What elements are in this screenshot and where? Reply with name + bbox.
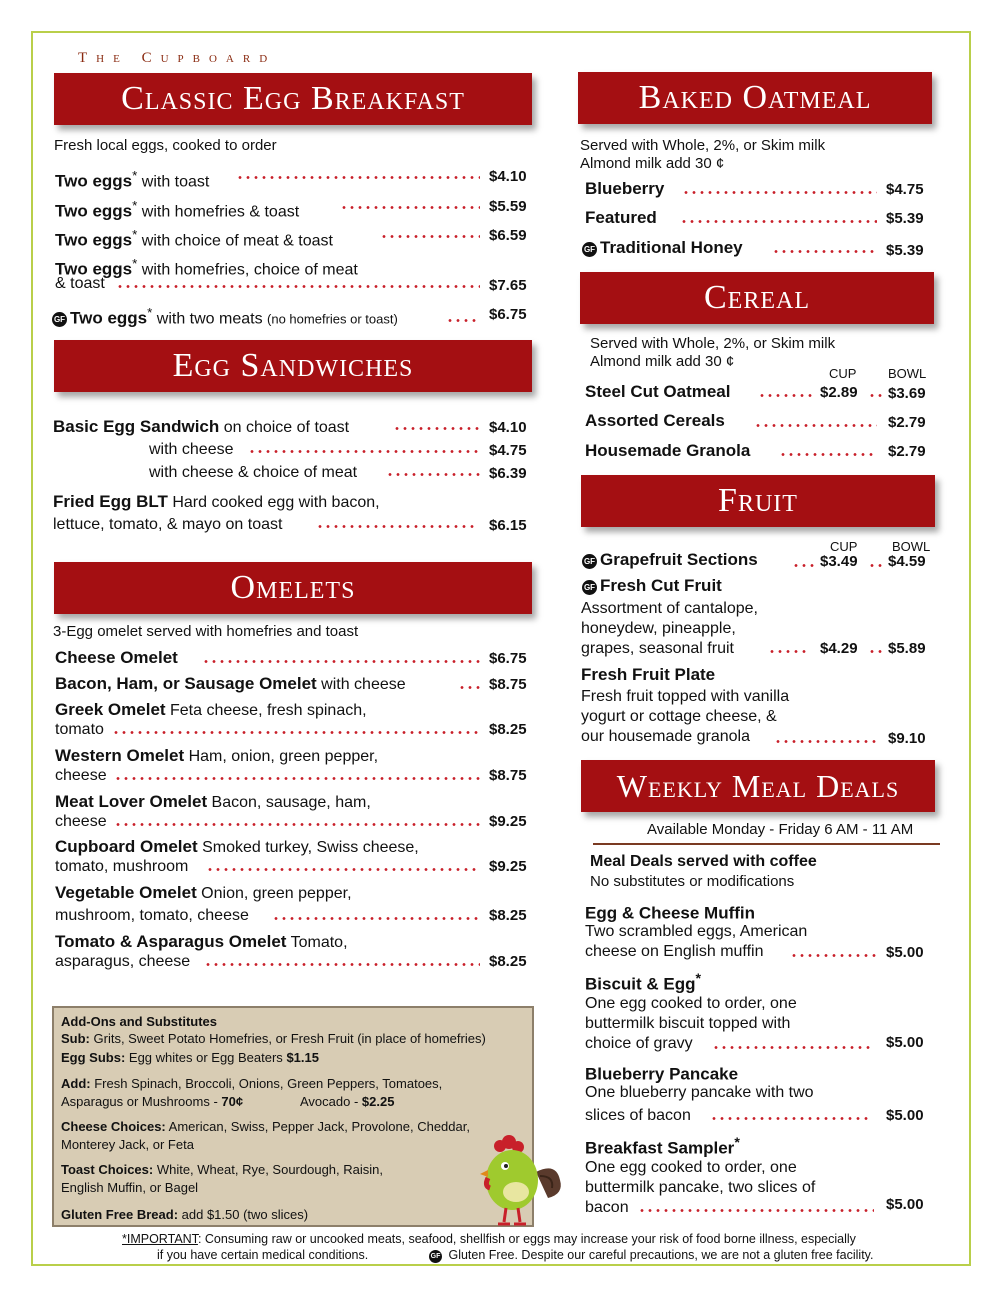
price: $8.25 — [489, 953, 527, 970]
price: $4.59 — [888, 553, 926, 570]
footer-disclaimer: *IMPORTANT: Consuming raw or uncooked meats, seafood, shellfish or eggs may increase your risk of food borne illness, especially — [122, 1232, 856, 1246]
price: $5.89 — [888, 640, 926, 657]
price: $5.00 — [886, 1196, 924, 1213]
gluten-free-icon: GF — [52, 312, 67, 327]
cereal-banner: Cereal — [580, 272, 934, 324]
price: $6.39 — [489, 465, 527, 482]
price: $2.89 — [820, 384, 858, 401]
price: $6.59 — [489, 227, 527, 244]
price: $5.00 — [886, 944, 924, 961]
price: $5.00 — [886, 1107, 924, 1124]
price: $7.65 — [489, 277, 527, 294]
price: $8.75 — [489, 676, 527, 693]
deals-divider — [593, 843, 940, 845]
price: $4.75 — [489, 442, 527, 459]
oatmeal-banner: Baked Oatmeal — [578, 72, 932, 124]
footer-conditions: if you have certain medical conditions. — [157, 1248, 369, 1262]
chicken-mascot-icon — [478, 1132, 568, 1232]
addons-title: Add-Ons and Substitutes — [61, 1014, 217, 1029]
cup-header: CUP — [829, 366, 857, 381]
price: $8.75 — [489, 767, 527, 784]
cereal-almond-line: Almond milk add 30 ¢ — [590, 353, 735, 370]
bowl-header: BOWL — [888, 366, 927, 381]
price: $5.39 — [886, 210, 924, 227]
addons-box: Add-Ons and Substitutes Sub: Grits, Sweet Potato Homefries, or Fresh Fruit (in place of homefries) Egg Subs: Egg whites or Egg Beaters $1.15 Add: Fresh Spinach, Broccoli, Onions, Green Peppers, Tomatoes, Asparagus or Mushrooms - 70¢ Avocado - $2.25 Cheese Choices: American, Swiss, Pepper Jack, Provolone, Cheddar, Monterey Jack, or Feta Toast Choices: White, Wheat, Rye, Sourdough, Raisin, English Muffin, or Bagel Gluten Free Bread: add $1.50 (two slices) — [52, 1006, 534, 1227]
price: $6.15 — [489, 517, 527, 534]
price: $6.75 — [489, 650, 527, 667]
price: $4.10 — [489, 419, 527, 436]
gluten-free-icon: GF — [582, 242, 597, 257]
omelets-subtitle: 3-Egg omelet served with homefries and toast — [53, 623, 359, 640]
fruit-banner: Fruit — [581, 475, 935, 527]
price: $5.39 — [886, 242, 924, 259]
price: $9.25 — [489, 858, 527, 875]
price: $3.49 — [820, 553, 858, 570]
deals-availability: Available Monday - Friday 6 AM - 11 AM — [647, 821, 914, 838]
bowl-header: BOWL — [892, 539, 931, 554]
price: $5.59 — [489, 198, 527, 215]
oatmeal-almond-line: Almond milk add 30 ¢ — [580, 155, 725, 172]
price: $2.79 — [888, 443, 926, 460]
price: $5.00 — [886, 1034, 924, 1051]
price: $4.10 — [489, 168, 527, 185]
oatmeal-milk-line: Served with Whole, 2%, or Skim milk — [580, 137, 826, 154]
price: $4.29 — [820, 640, 858, 657]
classic-banner: Classic Egg Breakfast — [54, 73, 532, 125]
cup-header: CUP — [830, 539, 858, 554]
gluten-free-icon: GF — [429, 1250, 442, 1263]
price: $9.25 — [489, 813, 527, 830]
omelets-banner: Omelets — [54, 562, 532, 614]
price: $8.25 — [489, 721, 527, 738]
gluten-free-icon: GF — [582, 580, 597, 595]
deals-banner: Weekly Meal Deals — [581, 760, 935, 812]
footer-gluten-free: GF Gluten Free. Despite our careful precautions, we are not a gluten free facility. — [430, 1248, 874, 1262]
price: $4.75 — [886, 181, 924, 198]
deals-nosub: No substitutes or modifications — [590, 873, 795, 890]
deals-served: Meal Deals served with coffee — [590, 853, 817, 870]
price: $9.10 — [888, 730, 926, 747]
cereal-milk-line: Served with Whole, 2%, or Skim milk — [590, 335, 836, 352]
sandwiches-banner: Egg Sandwiches — [54, 340, 532, 392]
price: $6.75 — [489, 306, 527, 323]
brand-name: The Cupboard — [78, 50, 277, 66]
gluten-free-icon: GF — [582, 554, 597, 569]
price: $8.25 — [489, 907, 527, 924]
classic-subtitle: Fresh local eggs, cooked to order — [54, 137, 277, 154]
price: $2.79 — [888, 414, 926, 431]
price: $3.69 — [888, 385, 926, 402]
